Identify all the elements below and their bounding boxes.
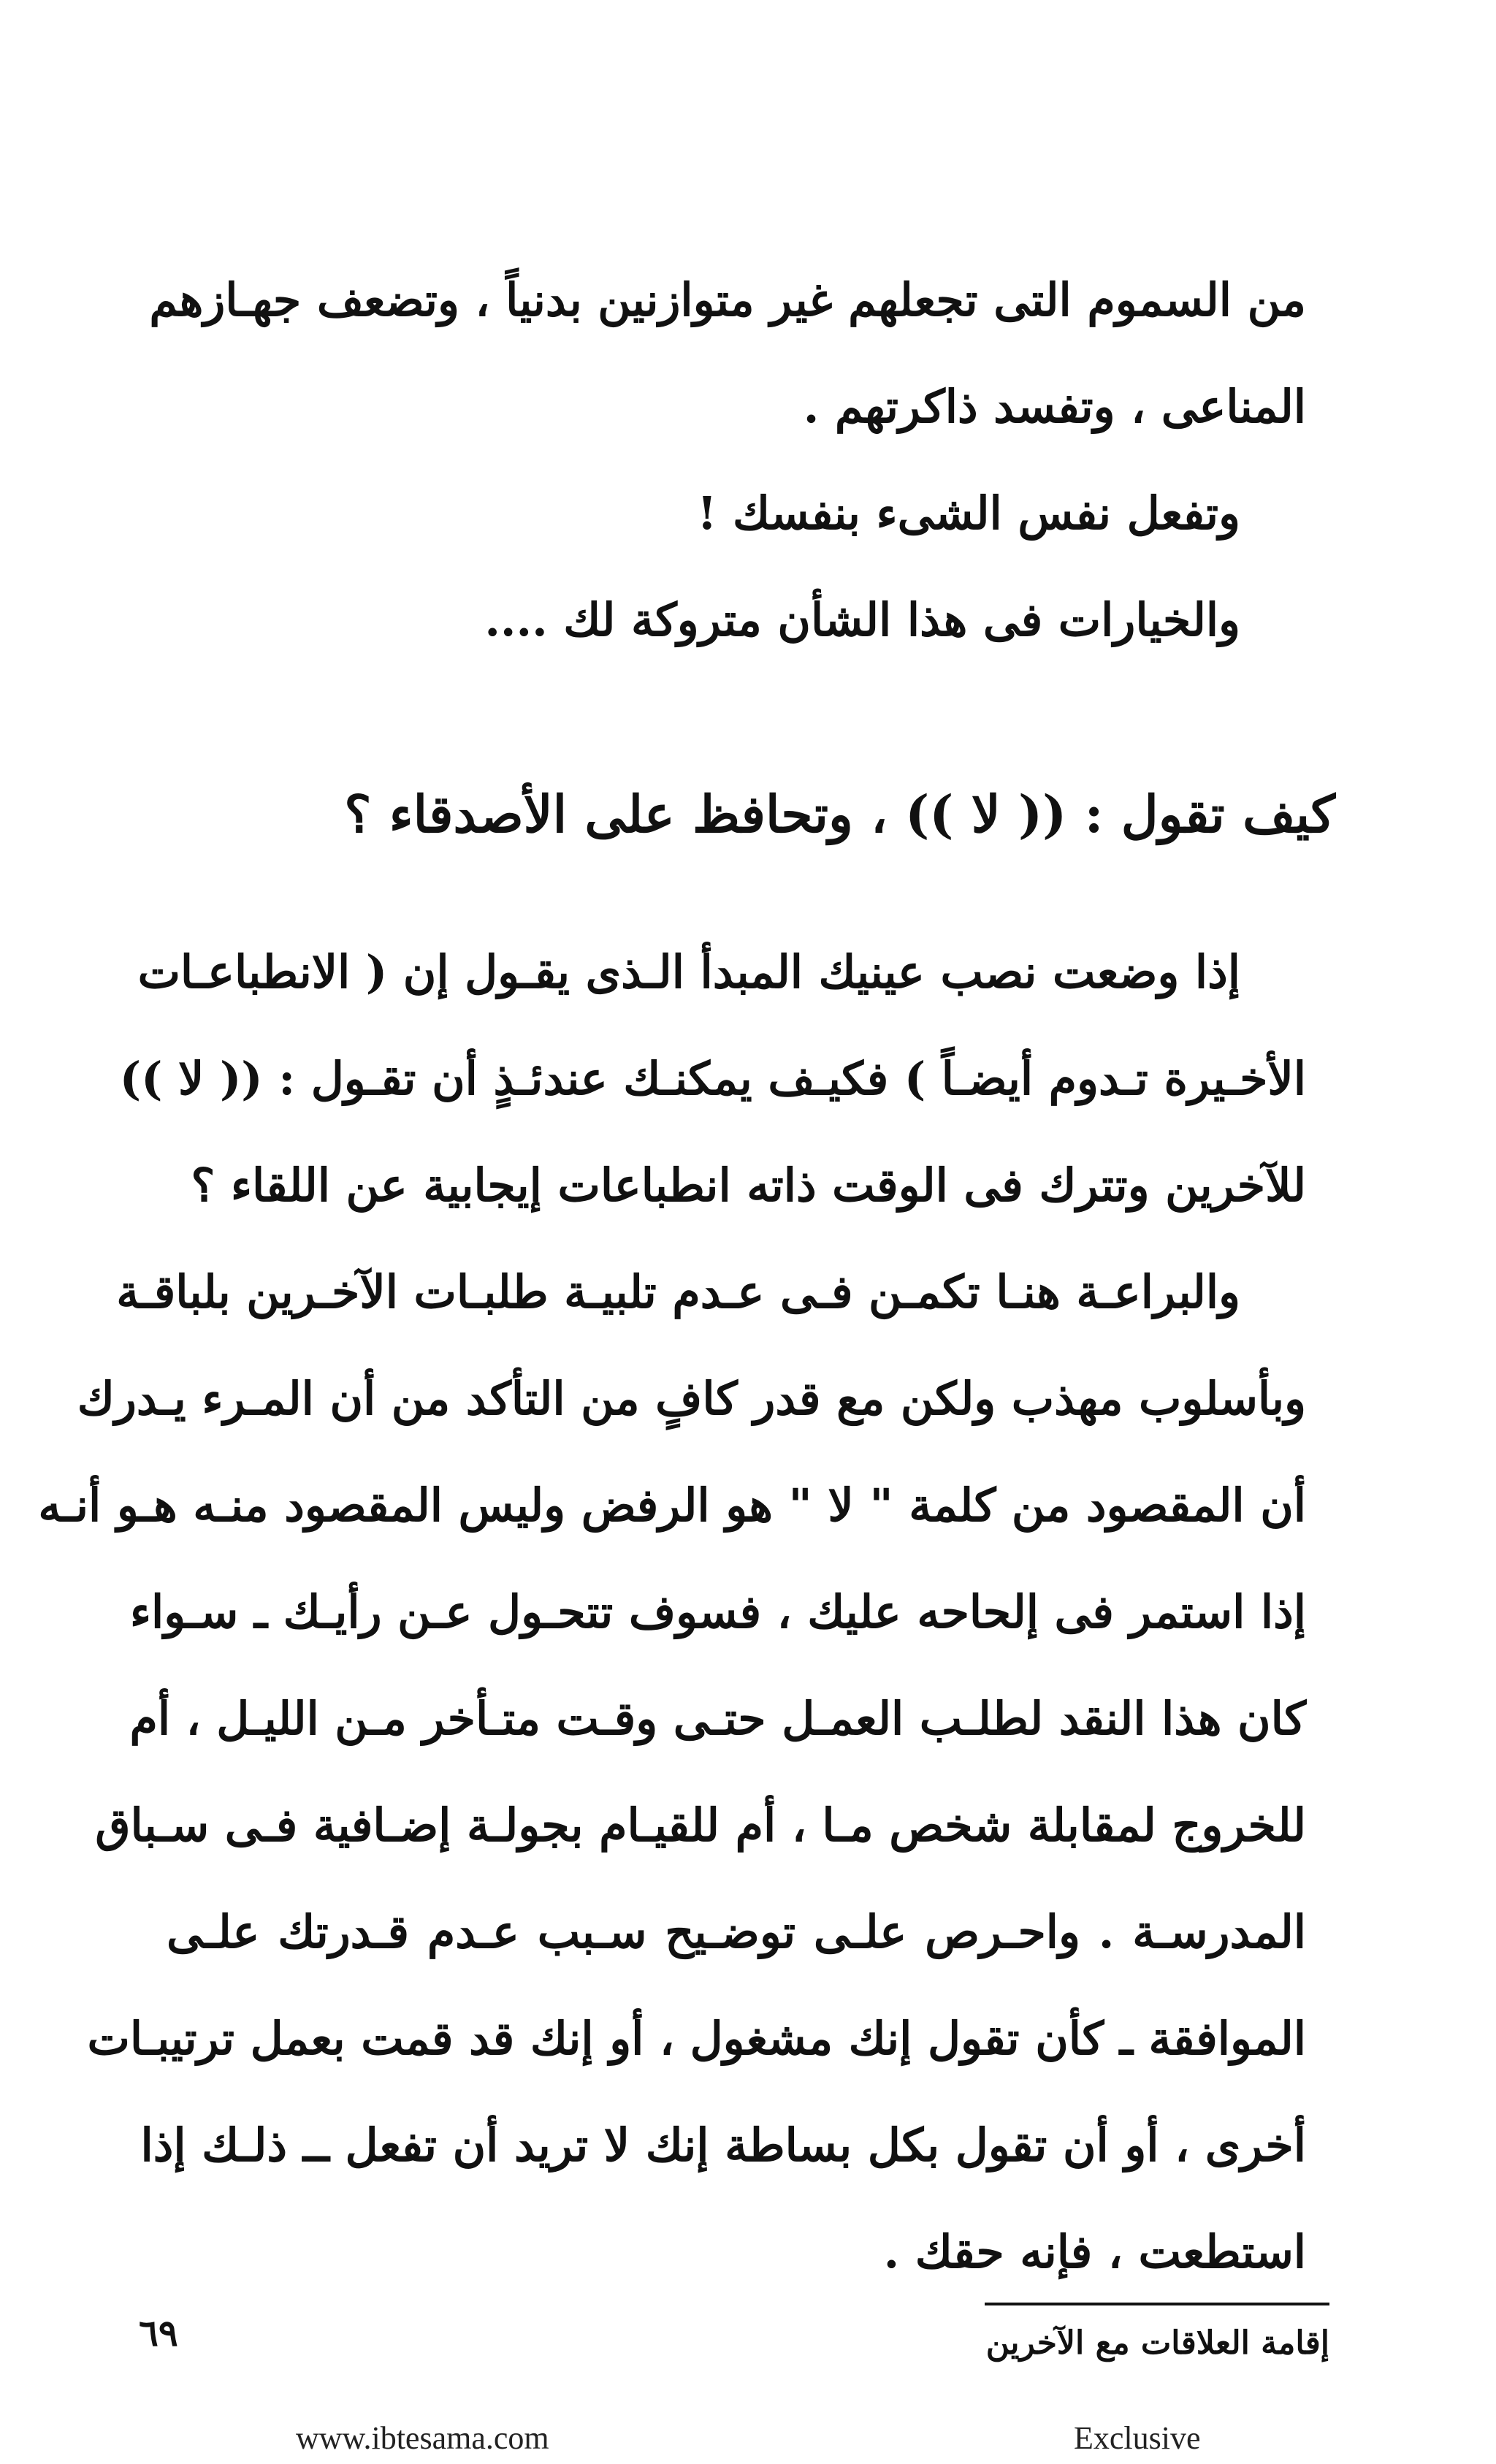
- body-line: وتفعل نفس الشىء بنفسك !: [697, 487, 1240, 540]
- body-line: أخرى ، أو أن تقول بكل بساطة إنك لا تريد أن تفعل ــ ذلـك إذا: [140, 2118, 1306, 2172]
- body-line: والبراعـة هنـا تكمـن فـى عـدم تلبيـة طلبـات الآخـرين بلباقـة: [116, 1265, 1240, 1319]
- body-line: إذا وضعت نصب عينيك المبدأ الـذى يقـول إن ( الانطباعـات: [137, 945, 1240, 999]
- body-line: من السموم التى تجعلهم غير متوازنين بدنياً ، وتضعف جهـازهم: [149, 273, 1306, 327]
- body-line: أن المقصود من كلمة " لا " هو الرفض وليس المقصود منـه هـو أنـه: [38, 1479, 1306, 1532]
- page-number: ٦٩: [139, 2311, 178, 2354]
- site-url: www.ibtesama.com: [296, 2420, 549, 2456]
- body-line: وبأسلوب مهذب ولكن مع قدر كافٍ من التأكد من أن المـرء يـدرك: [77, 1372, 1306, 1425]
- body-line: للآخرين وتترك فى الوقت ذاته انطباعات إيجابية عن اللقاء ؟: [191, 1159, 1306, 1212]
- intro-text-block: [149, 247, 1306, 674]
- body-line: والخيارات فى هذا الشأن متروكة لك ....: [484, 593, 1240, 646]
- site-tag: Exclusive: [1074, 2420, 1201, 2456]
- body-line: الموافقة ـ كأن تقول إنك مشغول ، أو إنك قد قمت بعمل ترتيبـات: [87, 2012, 1306, 2065]
- body-line: المدرسـة . واحـرص علـى توضـيح سـبب عـدم قـدرتك علـى: [167, 1905, 1306, 1958]
- body-line: كان هذا النقد لطلـب العمـل حتـى وقـت متـأخر مـن الليـل ، أم: [129, 1692, 1306, 1745]
- body-line: للخروج لمقابلة شخص مـا ، أم للقيـام بجولـة إضـافية فـى سـباق: [95, 1799, 1306, 1852]
- section-heading: كيف تقول : (( لا )) ، وتحافظ على الأصدقاء ؟: [344, 784, 1335, 844]
- body-line: استطعت ، فإنه حقك .: [883, 2225, 1306, 2278]
- footer-divider: [985, 2303, 1329, 2305]
- body-line: المناعى ، وتفسد ذاكرتهم .: [803, 380, 1306, 433]
- section-text-block: [38, 919, 1306, 2305]
- body-line: إذا استمر فى إلحاحه عليك ، فسوف تتحـول عـن رأيـك ـ سـواء: [129, 1585, 1306, 1639]
- running-footer-title: إقامة العلاقات مع الآخرين: [985, 2324, 1329, 2362]
- body-line: الأخـيرة تـدوم أيضـاً ) فكيـف يمكنـك عندئـذٍ أن تقـول : (( لا )): [119, 1052, 1306, 1105]
